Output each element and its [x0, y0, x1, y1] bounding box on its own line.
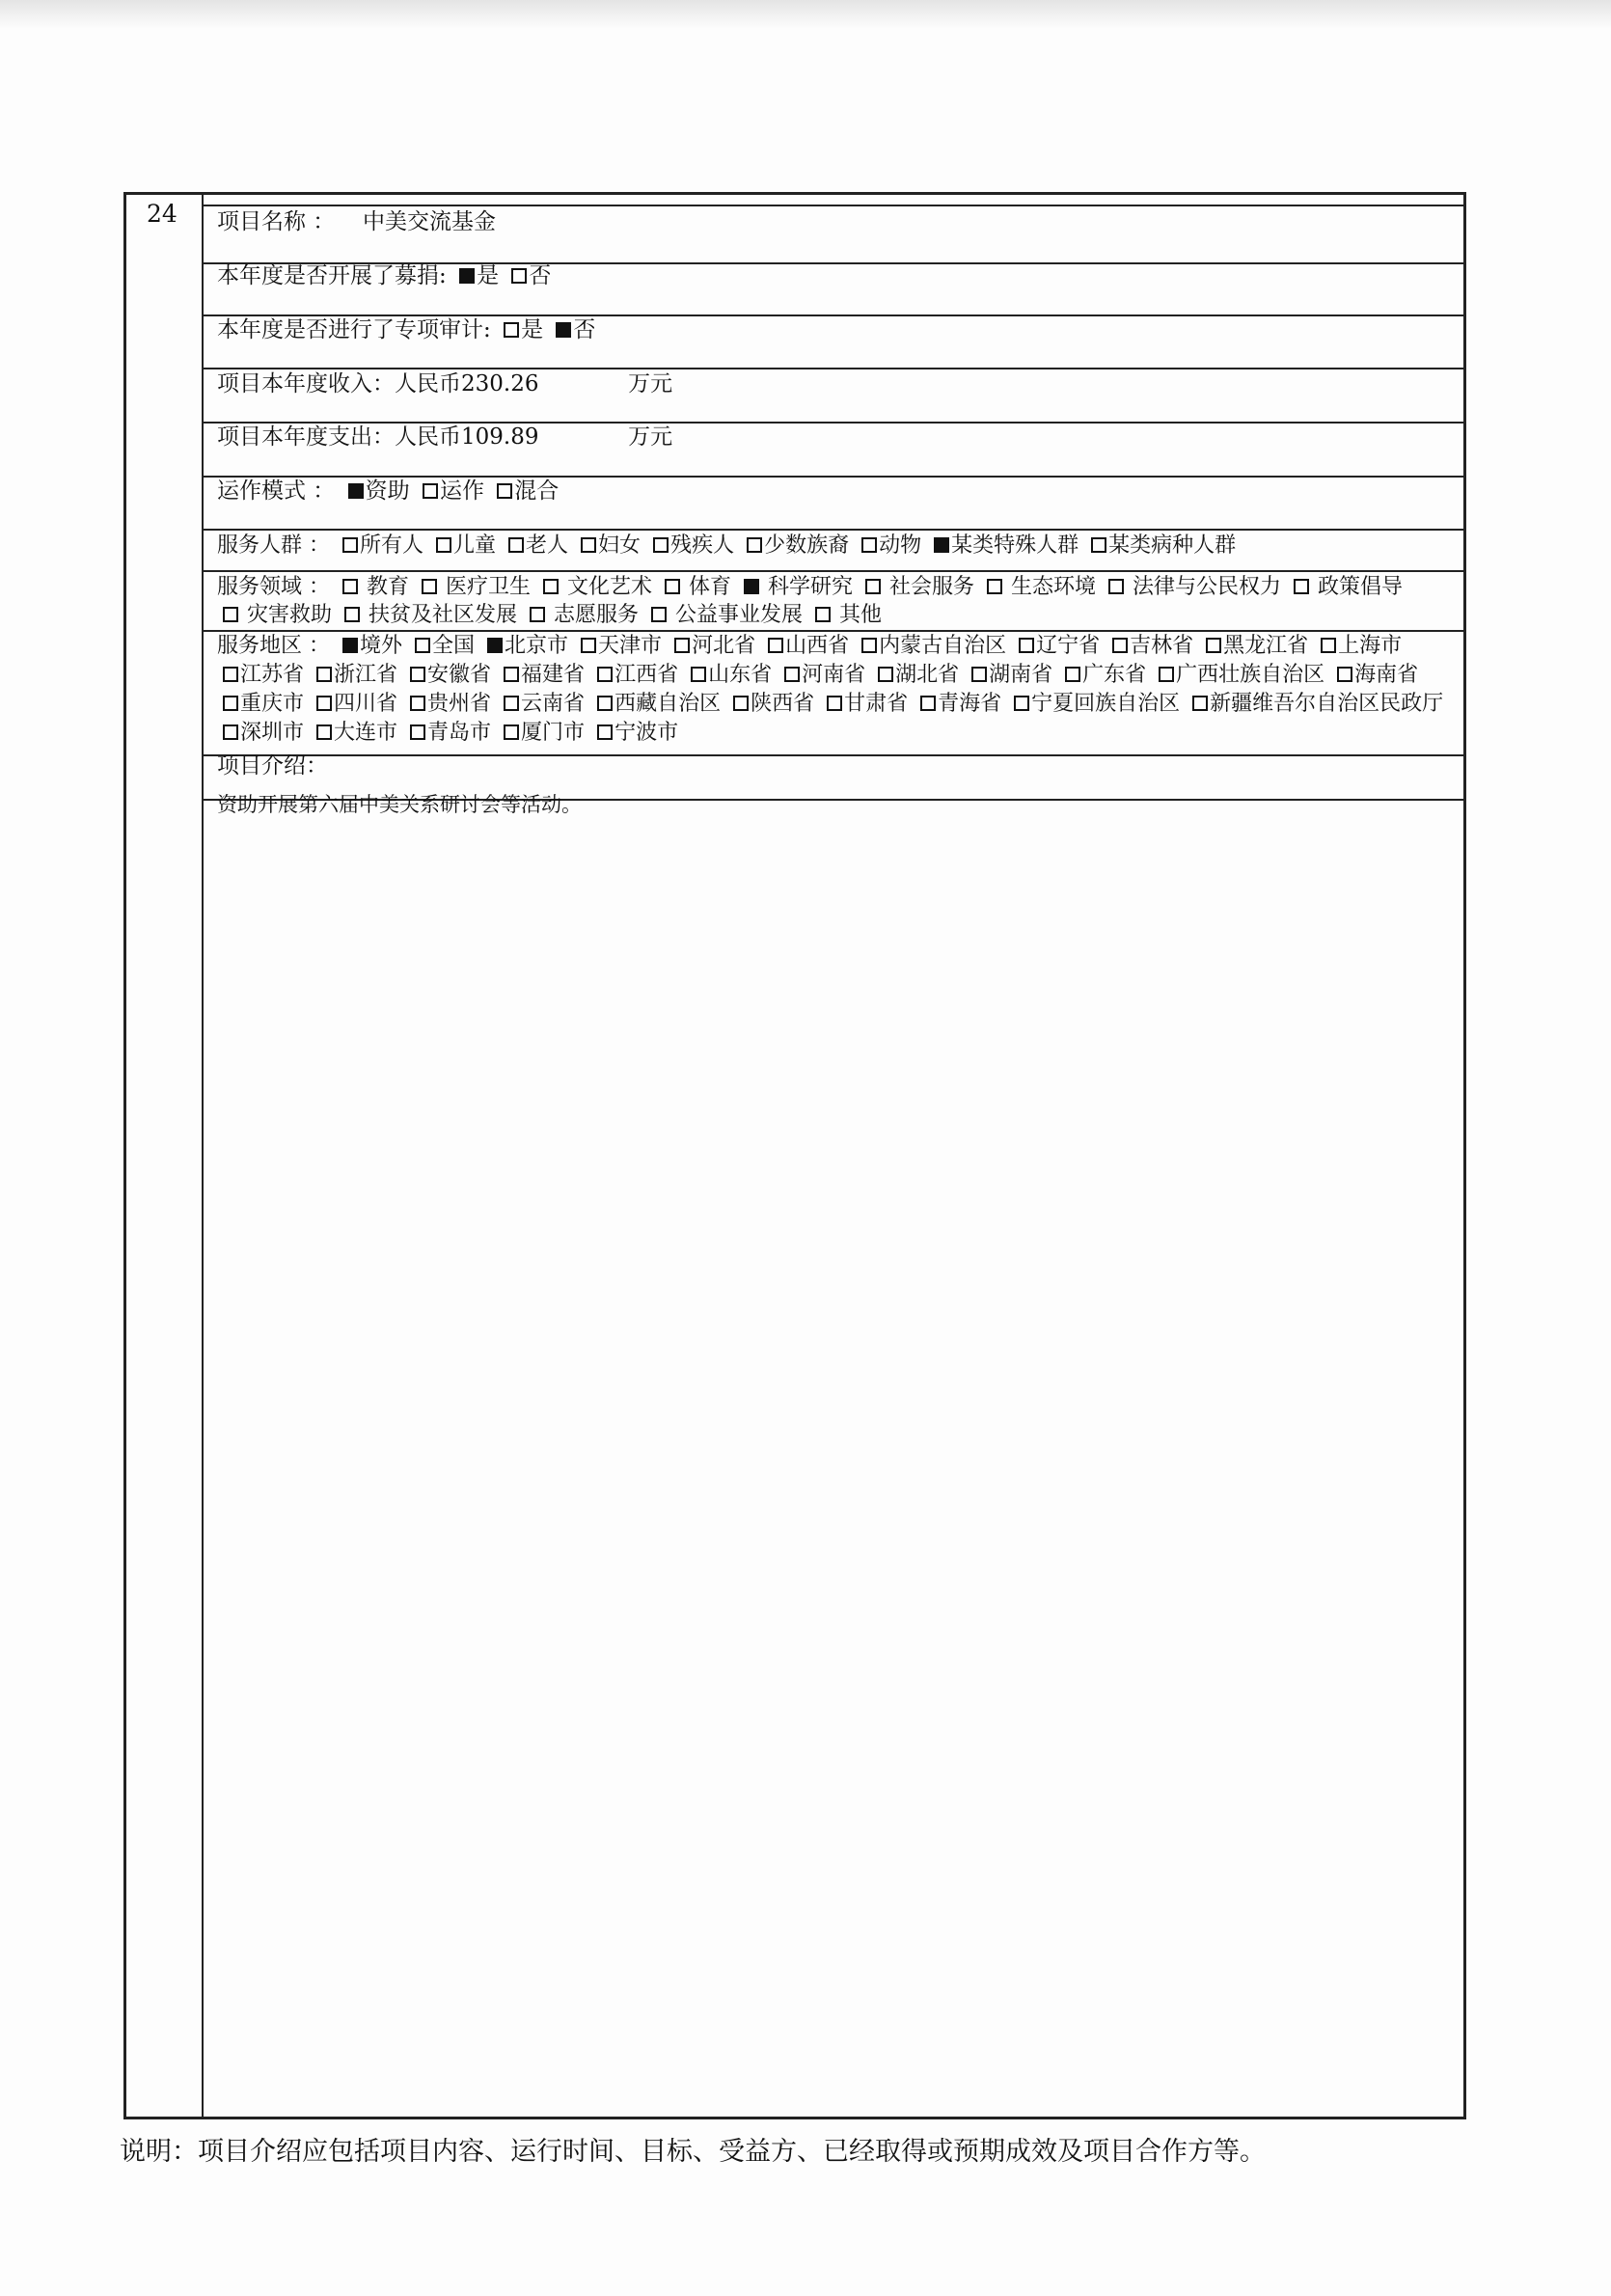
service-region-checkbox[interactable]: [504, 667, 519, 682]
service-region-checkbox[interactable]: [597, 696, 613, 711]
service-region-option: [498, 692, 585, 716]
expense-label: 项目本年度支出：: [217, 424, 395, 450]
service-region-checkbox[interactable]: [1159, 667, 1174, 682]
service-region-option-label: 云南省: [521, 692, 586, 716]
service-region-option: [217, 721, 304, 745]
project-name-row: [217, 208, 496, 235]
service-region-checkbox[interactable]: [733, 696, 749, 711]
service-field-option-label: 扶贫及社区发展: [362, 603, 517, 627]
fundraising-row: [217, 262, 551, 289]
service-region-option: [311, 692, 397, 716]
service-field-option-label: 体育: [682, 575, 731, 599]
operation-mode-checkbox[interactable]: [423, 483, 438, 499]
service-region-checkbox[interactable]: [1014, 696, 1029, 711]
fundraising-no-checkbox[interactable]: [511, 268, 527, 284]
row-divider: [204, 754, 1466, 756]
service-region-option: [311, 721, 397, 745]
service-group-label: 服务人群 ：: [217, 533, 330, 558]
service-region-option: [1331, 663, 1418, 687]
service-group-option-label: 儿童: [453, 533, 497, 558]
service-field-checkbox[interactable]: [744, 579, 759, 594]
service-region-option: [481, 634, 568, 658]
service-region-option: [337, 634, 402, 658]
service-field-checkbox[interactable]: [987, 579, 1002, 594]
service-region-checkbox[interactable]: [1321, 638, 1336, 653]
intro-row: [217, 752, 328, 779]
service-group-checkbox[interactable]: [653, 537, 669, 553]
row-divider: [204, 368, 1466, 369]
service-region-option-label: 大连市: [334, 721, 398, 745]
operation-mode-label: 运作模式 ：: [217, 478, 336, 504]
service-region-checkbox[interactable]: [674, 638, 690, 653]
service-field-checkbox[interactable]: [223, 607, 238, 622]
service-field-checkbox[interactable]: [865, 579, 881, 594]
service-field-option: [339, 603, 517, 627]
service-region-option-label: 安徽省: [427, 663, 492, 687]
service-group-option-label: 动物: [879, 533, 922, 558]
service-group-option: [503, 533, 568, 558]
service-group-option-label: 妇女: [598, 533, 642, 558]
service-region-checkbox[interactable]: [971, 667, 987, 682]
service-region-checkbox[interactable]: [316, 667, 332, 682]
service-region-option: [575, 634, 662, 658]
service-region-option: [1013, 634, 1100, 658]
service-group-option: [647, 533, 734, 558]
service-region-checkbox[interactable]: [861, 638, 877, 653]
operation-mode-checkbox[interactable]: [348, 483, 364, 499]
service-region-checkbox[interactable]: [487, 638, 503, 653]
service-field-option-label: 科学研究: [761, 575, 853, 599]
service-group-checkbox[interactable]: [1091, 537, 1106, 553]
service-region-option: [217, 692, 304, 716]
service-region-checkbox[interactable]: [223, 696, 238, 711]
service-region-option-label: 黑龙江省: [1223, 634, 1309, 658]
service-region-option: [966, 663, 1052, 687]
fundraising-yes-checkbox[interactable]: [459, 268, 475, 284]
service-region-checkbox[interactable]: [342, 638, 358, 653]
project-name-value: 中美交流基金: [362, 209, 496, 234]
special-audit-no-checkbox[interactable]: [556, 322, 571, 338]
fundraising-no-label: 否: [529, 263, 552, 288]
service-group-checkbox[interactable]: [342, 537, 358, 553]
service-region-option-label: 宁波市: [614, 721, 679, 745]
service-region-option: [1187, 692, 1443, 716]
service-region-checkbox[interactable]: [784, 667, 800, 682]
service-region-option: [821, 692, 908, 716]
service-region-option: [727, 692, 814, 716]
service-region-checkbox[interactable]: [223, 724, 238, 740]
service-region-checkbox[interactable]: [410, 696, 425, 711]
service-region-checkbox[interactable]: [1065, 667, 1080, 682]
special-audit-yes-checkbox[interactable]: [504, 322, 519, 338]
service-group-option: [337, 533, 423, 558]
service-region-option: [856, 634, 1006, 658]
item-number: 24: [147, 200, 177, 228]
service-region-checkbox[interactable]: [1019, 638, 1034, 653]
service-region-checkbox[interactable]: [1112, 638, 1128, 653]
service-region-option-label: 福建省: [521, 663, 586, 687]
service-region-option-label: 河北省: [692, 634, 756, 658]
service-region-checkbox[interactable]: [768, 638, 783, 653]
service-region-checkbox[interactable]: [223, 667, 238, 682]
service-region-option: [1008, 692, 1180, 716]
service-region-option-label: 境外: [360, 634, 403, 658]
service-region-option-label: 江西省: [614, 663, 679, 687]
service-group-option-label: 老人: [526, 533, 569, 558]
service-region-checkbox[interactable]: [504, 724, 519, 740]
service-field-option: [738, 575, 853, 599]
service-region-option-label: 四川省: [334, 692, 398, 716]
operation-mode-row: [217, 478, 559, 505]
service-group-option-label: 残疾人: [670, 533, 735, 558]
service-field-option-label: 政策倡导: [1311, 575, 1403, 599]
service-region-option-label: 天津市: [598, 634, 663, 658]
service-group-checkbox[interactable]: [747, 537, 762, 553]
operation-mode-checkbox[interactable]: [497, 483, 512, 499]
service-group-option: [430, 533, 496, 558]
service-group-checkbox[interactable]: [581, 537, 596, 553]
service-region-checkbox[interactable]: [504, 696, 519, 711]
service-field-option: [217, 603, 332, 627]
service-field-option-label: 医疗卫生: [439, 575, 531, 599]
service-region-option-label: 深圳市: [240, 721, 305, 745]
expense-amount: 109.89: [461, 424, 539, 450]
service-field-checkbox[interactable]: [543, 579, 559, 594]
service-field-checkbox[interactable]: [815, 607, 831, 622]
service-region-option-label: 厦门市: [521, 721, 586, 745]
service-region-option: [404, 692, 491, 716]
service-region-option-label: 广东省: [1082, 663, 1147, 687]
service-field-option: [809, 603, 882, 627]
service-region-option-label: 河南省: [802, 663, 866, 687]
service-region-checkbox[interactable]: [1337, 667, 1352, 682]
income-row: [217, 370, 672, 397]
service-region-checkbox[interactable]: [410, 724, 425, 740]
row-divider: [204, 205, 1466, 206]
expense-currency: 人民币: [395, 424, 461, 450]
service-field-checkbox[interactable]: [651, 607, 667, 622]
special-audit-row: [217, 316, 595, 343]
special-audit-label: 本年度是否进行了专项审计:: [217, 317, 491, 342]
service-field-checkbox[interactable]: [530, 607, 545, 622]
service-region-option: [685, 663, 772, 687]
service-region-option: [591, 721, 678, 745]
service-region-option-label: 宁夏回族自治区: [1031, 692, 1181, 716]
service-region-option: [409, 634, 475, 658]
service-region-option: [669, 634, 755, 658]
service-region-checkbox[interactable]: [316, 696, 332, 711]
service-group-checkbox[interactable]: [934, 537, 949, 553]
operation-mode-option-label: 运作: [439, 478, 484, 504]
service-region-option-label: 新疆维吾尔自治区民政厅: [1210, 692, 1444, 716]
service-region-option: [762, 634, 849, 658]
service-group-option: [856, 533, 921, 558]
service-region-option: [1153, 663, 1324, 687]
income-unit: 万元: [628, 371, 673, 396]
service-group-checkbox[interactable]: [508, 537, 524, 553]
service-field-checkbox[interactable]: [665, 579, 680, 594]
service-field-option-label: 公益事业发展: [669, 603, 803, 627]
service-region-option: [591, 663, 678, 687]
service-region-checkbox[interactable]: [1206, 638, 1221, 653]
service-field-option: [1288, 575, 1403, 599]
income-label: 项目本年度收入：: [217, 371, 395, 396]
intro-text: 资助开展第六届中美关系研讨会等活动。: [217, 793, 582, 816]
operation-mode-option-label: 资助: [365, 478, 410, 504]
service-region-option-label: 贵州省: [427, 692, 492, 716]
service-region-option: [217, 663, 304, 687]
service-region-checkbox[interactable]: [827, 696, 842, 711]
service-field-option-label: 志愿服务: [547, 603, 639, 627]
service-region-option-label: 北京市: [505, 634, 569, 658]
service-region-option-label: 青海省: [938, 692, 1002, 716]
service-field-options: [217, 575, 1403, 627]
operation-mode-option-label: 混合: [514, 478, 560, 504]
service-field-option: [537, 575, 652, 599]
footnote: 说明：项目介绍应包括项目内容、运行时间、目标、受益方、已经取得或预期成效及项目合作方等。: [120, 2137, 1266, 2167]
service-region-checkbox[interactable]: [316, 724, 332, 740]
project-name-label: 项目名称 ：: [217, 209, 336, 234]
item-number-column: [123, 192, 204, 2119]
service-field-option: [524, 603, 639, 627]
service-group-checkbox[interactable]: [861, 537, 877, 553]
service-region-option-label: 山东省: [708, 663, 773, 687]
service-region-option: [872, 663, 959, 687]
service-group-options: [337, 533, 1236, 558]
service-field-option: [645, 603, 803, 627]
service-region-option-label: 广西壮族自治区: [1176, 663, 1325, 687]
income-currency: 人民币: [395, 371, 461, 396]
service-field-checkbox[interactable]: [1108, 579, 1124, 594]
expense-row: [217, 424, 672, 451]
service-field-option-label: 法律与公民权力: [1126, 575, 1281, 599]
service-region-checkbox[interactable]: [581, 638, 596, 653]
service-field-checkbox[interactable]: [1294, 579, 1309, 594]
expense-unit: 万元: [628, 424, 673, 450]
service-region-checkbox[interactable]: [1192, 696, 1208, 711]
service-region-option: [498, 663, 585, 687]
service-field-option: [659, 575, 731, 599]
service-field-option: [416, 575, 531, 599]
income-amount: 230.26: [461, 371, 539, 396]
service-region-option-label: 全国: [432, 634, 476, 658]
service-field-option-label: 生态环境: [1004, 575, 1096, 599]
service-region-checkbox[interactable]: [691, 667, 706, 682]
service-field-option-label: 教育: [360, 575, 409, 599]
service-region-option: [404, 663, 491, 687]
intro-label: 项目介绍：: [217, 753, 328, 779]
service-region-option-label: 上海市: [1338, 634, 1403, 658]
service-region-option-label: 青岛市: [427, 721, 492, 745]
scan-shadow: [0, 0, 1611, 29]
service-field-option: [981, 575, 1096, 599]
service-region-checkbox[interactable]: [597, 667, 613, 682]
service-field-option: [1103, 575, 1281, 599]
service-region-option-label: 山西省: [785, 634, 850, 658]
service-region-option-label: 湖南省: [989, 663, 1053, 687]
service-region-options: [217, 634, 1443, 745]
service-region-option: [404, 721, 491, 745]
service-field-option: [860, 575, 974, 599]
service-group-option-label: 某类病种人群: [1108, 533, 1237, 558]
service-region-option: [915, 692, 1001, 716]
service-region-checkbox[interactable]: [878, 667, 893, 682]
service-region-option-label: 重庆市: [240, 692, 305, 716]
service-field-checkbox[interactable]: [422, 579, 437, 594]
service-region-option-label: 湖北省: [895, 663, 960, 687]
service-region-option-label: 陕西省: [751, 692, 815, 716]
service-group-checkbox[interactable]: [436, 537, 451, 553]
service-field-option-label: 文化艺术: [560, 575, 652, 599]
fundraising-yes-label: 是: [477, 263, 500, 288]
service-region-option: [1315, 634, 1402, 658]
service-field-checkbox[interactable]: [342, 579, 358, 594]
service-group-option-label: 某类特殊人群: [951, 533, 1079, 558]
service-group-option: [741, 533, 849, 558]
service-field-option: [337, 575, 409, 599]
service-field-label: 服务领域 ：: [217, 575, 330, 599]
service-group-option: [1085, 533, 1236, 558]
service-region-checkbox[interactable]: [597, 724, 613, 740]
service-region-option: [1059, 663, 1146, 687]
service-region-checkbox[interactable]: [410, 667, 425, 682]
service-group-option: [928, 533, 1079, 558]
row-divider: [204, 529, 1466, 531]
service-region-option-label: 甘肃省: [844, 692, 909, 716]
service-region-option-label: 辽宁省: [1036, 634, 1101, 658]
fundraising-label: 本年度是否开展了募捐:: [217, 263, 447, 288]
service-region-label: 服务地区 ：: [217, 634, 330, 658]
special-audit-yes-label: 是: [521, 317, 544, 342]
service-field-option-label: 灾害救助: [240, 603, 332, 627]
row-divider: [204, 570, 1466, 572]
service-region-checkbox[interactable]: [920, 696, 936, 711]
service-field-checkbox[interactable]: [344, 607, 360, 622]
service-region-option-label: 江苏省: [240, 663, 305, 687]
service-region-option: [1200, 634, 1308, 658]
service-region-option: [311, 663, 397, 687]
service-group-option-label: 少数族裔: [764, 533, 850, 558]
service-region-option-label: 浙江省: [334, 663, 398, 687]
service-group-row: [217, 533, 1236, 560]
service-region-option-label: 西藏自治区: [614, 692, 722, 716]
service-group-option: [575, 533, 641, 558]
service-group-option-label: 所有人: [360, 533, 424, 558]
special-audit-no-label: 否: [573, 317, 596, 342]
service-field-option-label: 其他: [833, 603, 882, 627]
service-region-option-label: 内蒙古自治区: [879, 634, 1007, 658]
service-region-option: [498, 721, 585, 745]
service-region-option: [778, 663, 865, 687]
service-region-option-label: 吉林省: [1130, 634, 1194, 658]
service-field-row: [217, 573, 1471, 629]
service-field-option-label: 社会服务: [883, 575, 974, 599]
service-region-option: [591, 692, 721, 716]
service-region-option-label: 海南省: [1354, 663, 1419, 687]
service-region-checkbox[interactable]: [415, 638, 430, 653]
service-region-option: [1106, 634, 1193, 658]
service-region-row: [217, 632, 1466, 748]
